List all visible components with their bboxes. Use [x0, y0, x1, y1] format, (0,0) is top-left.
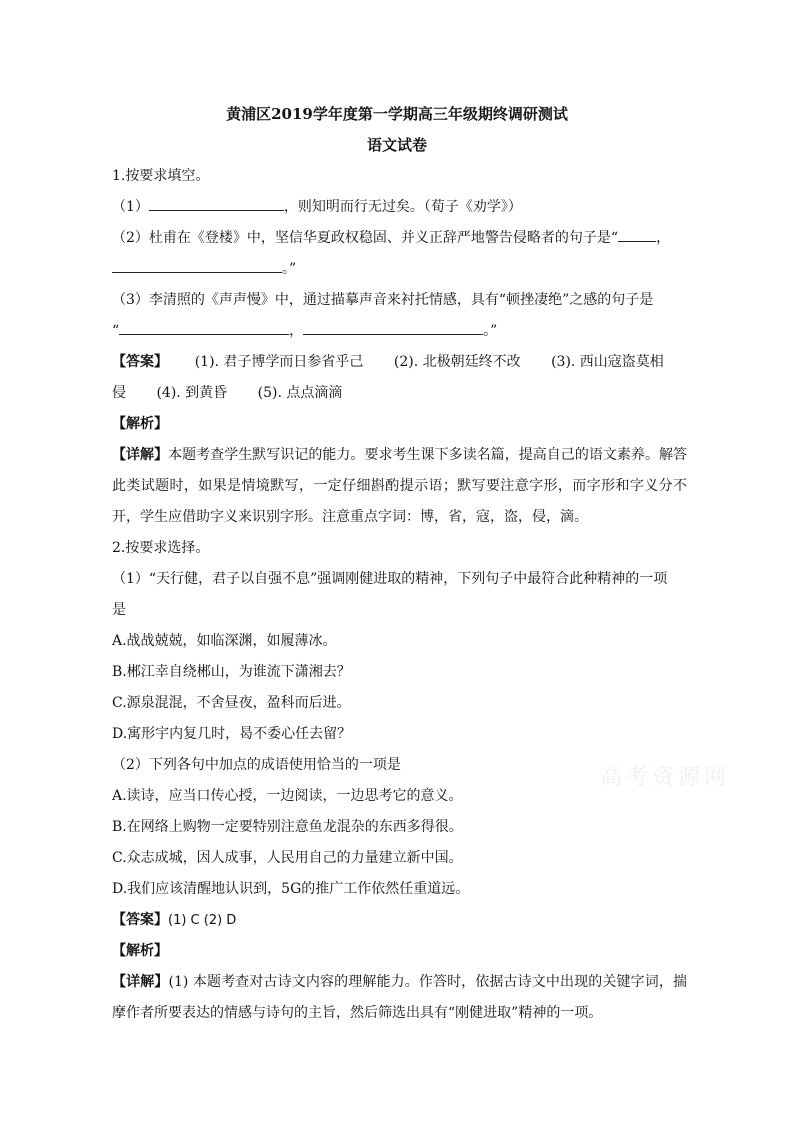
detail-text: 本题考查学生默写识记的能力。要求考生课下多读名篇，提高自己的语文素养。解答此类试题时，如果是情境默写，一定仔细斟酌提示语；默写要注意字形，而字形和字义分不开，学生应借助字义来识别字形。注意重点字词：博，省，寇，盗，侵，滴。: [112, 447, 688, 525]
analysis-tag: 【解析】: [112, 943, 168, 959]
q1-item-2: [112, 223, 687, 254]
fill-blank[interactable]: [149, 194, 284, 211]
answer-item: (5). 点点滴滴: [257, 385, 343, 401]
page-title: 黄浦区2019学年度第一学期高三年级期终调研测试: [226, 105, 568, 123]
q1-item-2-comma: ，: [656, 230, 671, 246]
fill-blank[interactable]: [618, 225, 656, 242]
detail-tag: 【详解】: [112, 447, 169, 463]
option-b[interactable]: B.郴江幸自绕郴山，为谁流下潇湘去？: [112, 664, 351, 680]
answer-item: 侵: [112, 385, 126, 401]
fill-blank[interactable]: [303, 318, 483, 335]
question-1-prompt: 1.按要求填空。: [112, 168, 210, 184]
option-d[interactable]: D.我们应该清醒地认识到，5G的推广工作依然任重道远。: [112, 881, 470, 897]
fill-blank[interactable]: [119, 318, 289, 335]
q1-item-2-text: （2）杜甫在《登楼》中，坚信华夏政权稳固、并义正辞严地警告侵略者的句子是“: [112, 230, 619, 246]
exam-content: [112, 161, 687, 1029]
page-subtitle: 语文试卷: [366, 136, 427, 154]
option-a[interactable]: A.战战兢兢，如临深渊，如履薄冰。: [112, 633, 337, 649]
q1-item-3: [112, 285, 687, 316]
option-c[interactable]: C.源泉混混，不舍昼夜，盈科而后进。: [112, 695, 351, 711]
option-d[interactable]: D.寓形宇内复几时，曷不委心任去留？: [112, 726, 352, 742]
answer-item: (3). 西山寇盗莫相: [551, 354, 664, 370]
q1-answer-line: [112, 347, 687, 378]
analysis-tag: 【解析】: [112, 416, 168, 432]
answer-item: (2). 北极朝廷终不改: [393, 354, 521, 370]
q2-item-1: （1）“天行健，君子以自强不息”强调刚健进取的精神，下列句子中最符合此种精神的一项: [112, 571, 668, 587]
q1-item-3-cont: [112, 316, 687, 347]
answer-tag: 【答案】: [112, 912, 168, 928]
q1-item-1-text: ，则知明而行无过矣。（荀子《劝学》）: [283, 199, 522, 215]
q1-item-3-text: （3）李清照的《声声慢》中，通过描摹声音来衬托情感，具有“顿挫凄绝”之感的句子是: [112, 292, 654, 308]
q2-item-2: （2）下列各句中加点的成语使用恰当的一项是: [112, 757, 401, 773]
q1-detail: [112, 440, 687, 533]
q1-item-2-cont: [112, 254, 687, 285]
q2-answer-line: [112, 905, 687, 936]
q1-item-3-open: “: [112, 323, 120, 339]
answer-item: (1). 君子博学而日参省乎己: [194, 354, 364, 370]
q1-item-3-end: 。”: [483, 323, 498, 339]
answer-item: (4). 到黄昏: [156, 385, 228, 401]
q2-item-1-cont: 是: [112, 602, 126, 618]
question-2-prompt: 2.按要求选择。: [112, 540, 210, 556]
q1-item-2-end: 。”: [282, 261, 297, 277]
option-b[interactable]: B.在网络上购物一定要特别注意鱼龙混杂的东西多得很。: [112, 819, 463, 835]
q1-item-1-number: （1）: [112, 199, 149, 215]
option-a[interactable]: A.读诗，应当口传心授，一边阅读，一边思考它的意义。: [112, 788, 463, 804]
fill-blank[interactable]: [112, 256, 282, 273]
q1-answer-line-2: [112, 378, 687, 409]
answer-text: (1) C (2) D: [168, 913, 237, 928]
detail-tag: 【详解】: [112, 974, 169, 990]
q1-item-1: [112, 192, 687, 223]
watermark: 高考资源网: [600, 765, 731, 790]
answer-tag: 【答案】: [112, 354, 168, 370]
q1-item-3-comma: ，: [289, 323, 304, 339]
q2-detail: [112, 967, 687, 1029]
option-c[interactable]: C.众志成城，因人成事，人民用自己的力量建立新中国。: [112, 850, 463, 866]
detail-text: (1) 本题考查对古诗文内容的理解能力。作答时，依据古诗文中出现的关键字词，揣摩作者所要表达的情感与诗句的主旨，然后筛选出具有“刚健进取”精神的一项。: [112, 974, 687, 1021]
